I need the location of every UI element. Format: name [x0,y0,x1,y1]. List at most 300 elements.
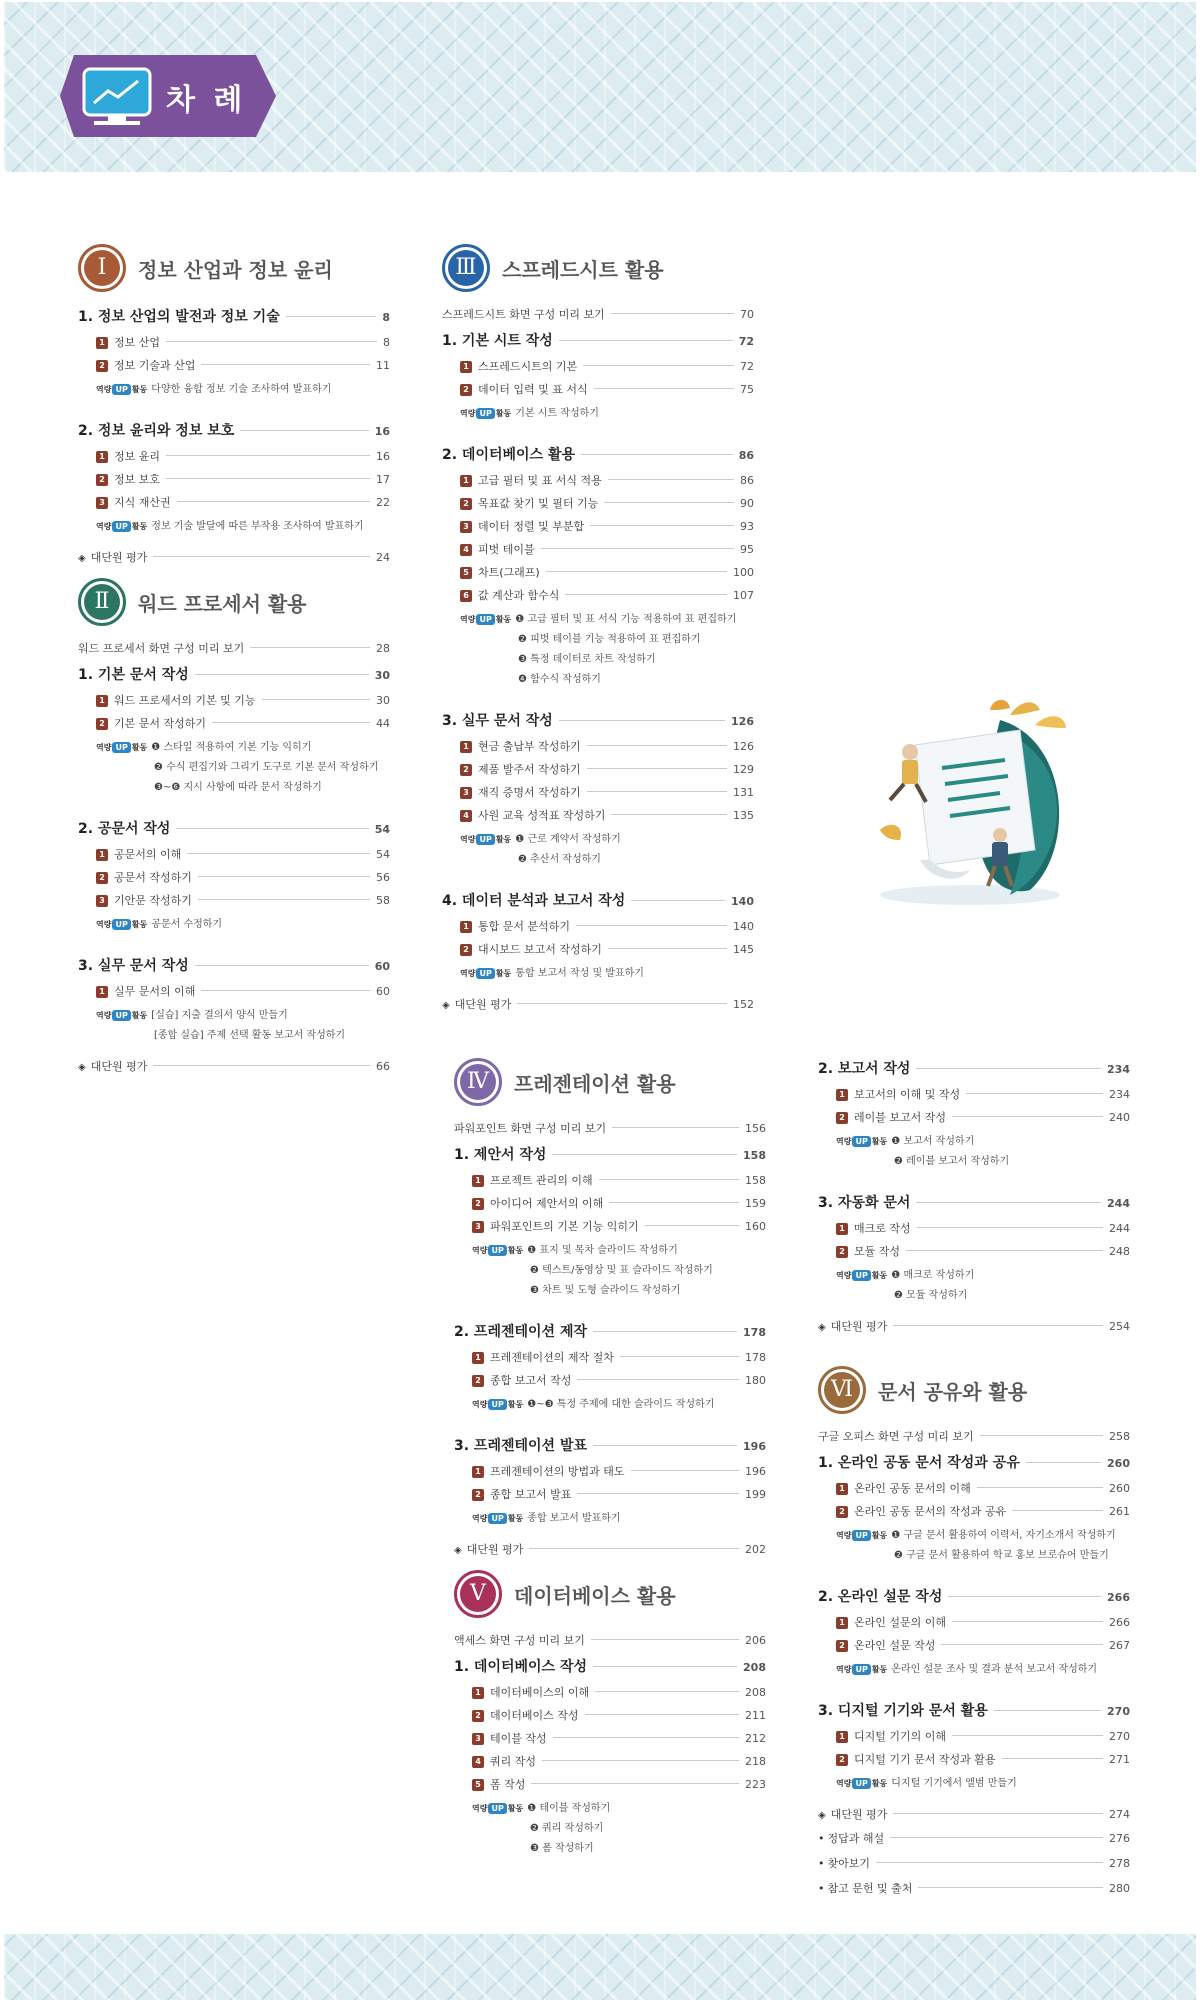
section-number: 3 [472,1221,484,1233]
activity-up-badge [460,968,511,979]
section-number: 1 [96,695,108,707]
chapter-link[interactable] [818,1586,1130,1606]
section-link[interactable] [460,941,754,957]
page-number: 152 [733,998,754,1011]
entry-text: 디지털 기기의 이해 [854,1730,947,1743]
entry-title [96,846,181,862]
toc-part-5-continued [818,1058,1130,1342]
entry-text: 아이디어 제안서의 이해 [490,1197,604,1210]
section-number: 1 [836,1731,848,1743]
section-link[interactable] [472,1730,766,1746]
part-heading [454,1058,766,1110]
spacer [454,1859,766,1871]
page-number: 206 [745,1634,766,1647]
page-number: 267 [1109,1639,1130,1652]
leader-line [542,1760,739,1761]
document-illustration [860,700,1080,910]
activity-item [836,1526,1130,1541]
section-link[interactable] [460,587,754,603]
leader-line [876,1862,1103,1863]
badge-label: 활동 [507,1399,524,1409]
entry-title [818,1192,910,1212]
part-title: 프레젠테이션 활용 [514,1072,676,1096]
leader-line [893,1325,1103,1326]
activity-item [154,778,390,793]
entry-text: 통합 문서 분석하기 [478,920,571,933]
leader-line [1012,1510,1103,1511]
preview-link[interactable] [454,1120,766,1136]
section-number: 2 [836,1640,848,1652]
part-heading [442,244,754,296]
entry-text: 4. 데이터 분석과 보고서 작성 [442,893,626,909]
section-link[interactable] [836,1503,1130,1519]
evaluation-link[interactable] [78,549,390,565]
activity-item [460,610,754,625]
section-link[interactable] [472,1372,766,1388]
entry-text: 프로젝트 관리의 이해 [490,1174,593,1187]
section-link[interactable] [460,761,754,777]
section-link[interactable] [472,1349,766,1365]
chapter-link[interactable] [442,444,754,464]
entry-title [78,549,147,565]
chapter-link[interactable] [454,1435,766,1455]
entry-text: 종합 보고서 작성 [490,1374,572,1387]
section-link[interactable] [96,334,390,350]
preview-link[interactable] [818,1428,1130,1444]
section-link[interactable] [472,1684,766,1700]
section-link[interactable] [460,738,754,754]
section-link[interactable] [96,846,390,862]
section-link[interactable] [96,869,390,885]
section-number: 3 [472,1733,484,1745]
page-number: 90 [740,497,754,510]
activity-text: ❶ 고급 필터 및 표 서식 기능 적용하여 표 편집하기 [515,614,737,625]
section-link[interactable] [836,1109,1130,1125]
activity-up-badge [460,408,511,419]
part-heading [78,244,390,296]
evaluation-link[interactable] [442,996,754,1012]
page-number: 28 [376,642,390,655]
toc-part-5 [454,1570,766,1871]
entry-text: 레이블 보고서 작성 [854,1111,947,1124]
badge-label: 활동 [871,1136,888,1146]
section-link[interactable] [836,1637,1130,1653]
section-link[interactable] [96,983,390,999]
activity-text: 온라인 설문 조사 및 결과 분석 보고서 작성하기 [891,1664,1098,1675]
leader-line [559,340,733,341]
page-number: 156 [745,1122,766,1135]
leader-line [176,828,368,829]
entry-title [442,306,605,322]
preview-link[interactable] [78,640,390,656]
section-number: 2 [96,360,108,372]
badge-label: 역량 [96,742,112,752]
entry-text: 공문서 작성하기 [114,871,192,884]
appendix-link[interactable] [818,1880,1130,1896]
entry-title [836,1243,900,1259]
evaluation-link[interactable] [818,1806,1130,1822]
section-link[interactable] [472,1753,766,1769]
entry-title [96,471,160,487]
page-number: 260 [1109,1482,1130,1495]
activity-item [472,1509,766,1524]
leader-line [559,720,725,721]
section-link[interactable] [472,1172,766,1188]
activity-up-badge [472,1513,523,1524]
section-link[interactable] [460,472,754,488]
entry-title [836,1220,911,1236]
page-number: 72 [740,360,754,373]
badge-label: 역량 [96,1010,112,1020]
badge-label: 활동 [495,834,512,844]
chapter-link[interactable] [818,1192,1130,1212]
leader-line [531,1783,739,1784]
section-number: 2 [460,944,472,956]
page-number: 75 [740,383,754,396]
entry-text: 대단원 평가 [830,1808,888,1821]
page-number: 86 [740,474,754,487]
chapter-link[interactable] [442,710,754,730]
activity-up-badge [460,834,511,845]
entry-text: 피벗 테이블 [478,543,535,556]
activity-text: ❷ 레이블 보고서 작성하기 [894,1156,1010,1167]
evaluation-link[interactable] [818,1318,1130,1334]
entry-title [96,692,256,708]
entry-text: 고급 필터 및 표 서식 적용 [478,474,602,487]
page-number: 54 [374,823,390,836]
badge-label: 활동 [871,1270,888,1280]
activity-up-badge [96,1010,147,1021]
entry-title [818,1700,988,1720]
leader-line [187,853,370,854]
entry-title [472,1753,536,1769]
part-numeral: Ⅰ [84,250,120,286]
section-link[interactable] [96,448,390,464]
entry-title [836,1480,971,1496]
leader-line [198,899,370,900]
chapter-link[interactable] [454,1144,766,1164]
badge-label: 역량 [836,1136,852,1146]
diamond-icon: ◈ [818,1810,826,1821]
badge-label: 역량 [460,408,476,418]
activity-text: 다양한 융합 정보 기술 조사하여 발표하기 [151,384,332,395]
leader-line [645,1225,739,1226]
section-number: 4 [472,1756,484,1768]
entry-title [818,1586,942,1606]
leader-line [590,525,734,526]
badge-label: 활동 [131,1010,148,1020]
appendix-link[interactable] [818,1855,1130,1871]
badge-label: 역량 [460,968,476,978]
chapter-link[interactable] [78,664,390,684]
part-numeral-badge [818,1366,866,1414]
section-link[interactable] [836,1220,1130,1236]
chapter-link[interactable] [78,955,390,975]
section-number: 3 [96,895,108,907]
entry-text: 3. 프레젠테이션 발표 [454,1438,587,1454]
entry-text: 대단원 평가 [90,551,148,564]
badge-label: 활동 [131,521,148,531]
entry-text: 쿼리 작성 [490,1755,537,1768]
section-link[interactable] [836,1728,1130,1744]
page-number: 234 [1107,1063,1130,1076]
activity-item [530,1281,766,1296]
leader-line [577,1379,739,1380]
leader-line [906,1250,1103,1251]
section-link[interactable] [96,357,390,373]
section-link[interactable] [472,1776,766,1792]
entry-text: 대시보드 보고서 작성하기 [478,943,602,956]
appendix-link[interactable] [818,1830,1130,1846]
entry-text: 2. 공문서 작성 [78,821,171,837]
entry-text: 액세스 화면 구성 미리 보기 [454,1634,585,1647]
page-number: 266 [1109,1616,1130,1629]
part-numeral: Ⅱ [84,584,120,620]
entry-title [454,1632,585,1648]
activity-up-badge [96,742,147,753]
section-number: 2 [472,1710,484,1722]
page-number: 131 [733,786,754,799]
leader-line [941,1644,1103,1645]
leader-line [593,1666,737,1667]
section-link[interactable] [460,381,754,397]
section-link[interactable] [472,1463,766,1479]
entry-title [78,664,189,684]
activity-item [460,830,754,845]
entry-text: 제품 발주서 작성하기 [478,763,581,776]
section-link[interactable] [460,518,754,534]
leader-line [591,1639,739,1640]
leader-line [153,556,370,557]
activity-item [154,758,390,773]
evaluation-link[interactable] [78,1058,390,1074]
section-link[interactable] [96,715,390,731]
chapter-link[interactable] [442,890,754,910]
page-number: 180 [745,1374,766,1387]
activity-text: ❶ 표지 및 목차 슬라이드 작성하기 [527,1245,678,1256]
diamond-icon: ◈ [78,1062,86,1073]
section-link[interactable] [460,564,754,580]
chapter-link[interactable] [78,818,390,838]
entry-text: 1. 정보 산업의 발전과 정보 기술 [78,309,280,325]
entry-text: 워드 프로세서 화면 구성 미리 보기 [78,642,245,655]
entry-text: 파워포인트의 기본 기능 익히기 [490,1220,639,1233]
entry-title [454,1144,546,1164]
page-number: 54 [376,848,390,861]
leader-line [893,1813,1103,1814]
leader-line [576,925,727,926]
entry-text: 매크로 작성 [854,1222,911,1235]
bullet-icon: • [818,1857,825,1870]
evaluation-link[interactable] [454,1541,766,1557]
leader-line [631,900,725,901]
activity-up-badge [460,614,511,625]
section-link[interactable] [472,1486,766,1502]
entry-title [96,715,206,731]
leader-line [166,478,370,479]
section-number: 1 [836,1617,848,1629]
activity-item [530,1819,766,1834]
entry-text: 2. 온라인 설문 작성 [818,1589,943,1605]
entry-text: 찾아보기 [827,1857,871,1870]
page-number: 254 [1109,1320,1130,1333]
activity-up-badge [836,1664,887,1675]
entry-text: 정답과 해설 [827,1832,885,1845]
activity-item [530,1839,766,1854]
section-link[interactable] [460,495,754,511]
activity-item [460,404,754,419]
leader-line [631,1470,739,1471]
leader-line [918,1887,1103,1888]
activity-item [836,1660,1130,1675]
part-numeral-badge [442,244,490,292]
activity-up-badge [472,1803,523,1814]
section-link[interactable] [836,1614,1130,1630]
activity-item [836,1132,1130,1147]
chapter-link[interactable] [818,1700,1130,1720]
badge-label: 활동 [495,408,512,418]
chapter-link[interactable] [78,306,390,326]
badge-label: 활동 [495,614,512,624]
section-link[interactable] [836,1751,1130,1767]
leader-line [611,313,734,314]
activity-text: ❸ 차트 및 도형 슬라이드 작성하기 [530,1285,681,1296]
section-number: 2 [96,718,108,730]
page-number: 278 [1109,1857,1130,1870]
section-number: 2 [472,1489,484,1501]
section-number: 1 [836,1483,848,1495]
entry-title [78,818,170,838]
entry-text: 3. 실무 문서 작성 [442,713,553,729]
entry-text: 프레젠테이션의 방법과 태도 [490,1465,625,1478]
leader-line [916,1068,1101,1069]
badge-label: UP [488,1245,506,1256]
page-number: 72 [738,335,754,348]
section-link[interactable] [472,1218,766,1234]
section-link[interactable] [460,918,754,934]
entry-title [836,1109,946,1125]
chapter-link[interactable] [78,420,390,440]
badge-label: 활동 [871,1530,888,1540]
entry-text: 온라인 설문의 이해 [854,1616,947,1629]
entry-title [442,890,625,910]
section-link[interactable] [96,892,390,908]
entry-title [96,892,192,908]
page-number: 129 [733,763,754,776]
page-number: 196 [743,1440,766,1453]
entry-text: 2. 프레젠테이션 제작 [454,1324,587,1340]
chapter-link[interactable] [818,1452,1130,1472]
entry-title [460,587,559,603]
page-number: 244 [1109,1222,1130,1235]
activity-text: [종합 실습] 주제 선택 활동 보고서 작성하기 [154,1030,346,1041]
badge-label: UP [112,521,130,532]
entry-title [96,357,195,373]
preview-link[interactable] [442,306,754,322]
activity-item [518,650,754,665]
activity-item [472,1395,766,1410]
page-number: 270 [1109,1730,1130,1743]
entry-title [460,807,605,823]
entry-title [472,1349,614,1365]
entry-title [472,1172,593,1188]
leader-line [195,965,369,966]
page-number: 56 [376,871,390,884]
page-number: 158 [743,1149,766,1162]
activity-up-badge [836,1778,887,1789]
chapter-link[interactable] [442,330,754,350]
page-number: 234 [1109,1088,1130,1101]
page-number: 93 [740,520,754,533]
spacer [78,537,390,549]
activity-text: ❷ 피벗 테이블 기능 적용하여 표 편집하기 [518,634,701,645]
leader-line [166,341,377,342]
leader-line [587,768,727,769]
page-number: 261 [1109,1505,1130,1518]
section-link[interactable] [96,471,390,487]
part-numeral: Ⅳ [460,1064,496,1100]
entry-title [818,1428,974,1444]
section-number: 2 [836,1506,848,1518]
entry-text: 기안문 작성하기 [114,894,192,907]
entry-title [818,1452,1020,1472]
leader-line [587,745,727,746]
activity-text: [실습] 지출 결의서 양식 만들기 [151,1010,288,1021]
entry-text: 폼 작성 [490,1778,526,1791]
entry-text: 보고서의 이해 및 작성 [854,1088,961,1101]
chapter-link[interactable] [454,1656,766,1676]
page-number: 270 [1107,1705,1130,1718]
entry-title [442,710,553,730]
section-link[interactable] [836,1480,1130,1496]
entry-title [78,420,234,440]
preview-link[interactable] [454,1632,766,1648]
section-link[interactable] [472,1707,766,1723]
section-link[interactable] [472,1195,766,1211]
page-number: 140 [733,920,754,933]
chapter-link[interactable] [454,1321,766,1341]
section-link[interactable] [460,358,754,374]
entry-title [460,518,584,534]
activity-item [836,1266,1130,1281]
entry-text: 3. 디지털 기기와 문서 활용 [818,1703,988,1719]
part-heading [454,1570,766,1622]
entry-title [818,1058,910,1078]
section-link[interactable] [836,1086,1130,1102]
entry-title [460,381,588,397]
leader-line [195,674,369,675]
activity-text: 디지털 기기에서 앨범 만들기 [891,1778,1017,1789]
leader-line [612,1127,739,1128]
entry-title [454,1321,587,1341]
page-number: 8 [383,336,390,349]
part-numeral: Ⅵ [824,1372,860,1408]
leader-line [620,1356,739,1357]
spacer [442,424,754,436]
entry-text: 데이터베이스 작성 [490,1709,579,1722]
section-link[interactable] [96,692,390,708]
leader-line [587,791,727,792]
section-link[interactable] [460,807,754,823]
section-link[interactable] [836,1243,1130,1259]
spacer [78,798,390,810]
section-link[interactable] [460,784,754,800]
section-link[interactable] [96,494,390,510]
badge-label: 활동 [871,1778,888,1788]
chapter-link[interactable] [818,1058,1130,1078]
section-link[interactable] [460,541,754,557]
leader-line [1026,1462,1101,1463]
